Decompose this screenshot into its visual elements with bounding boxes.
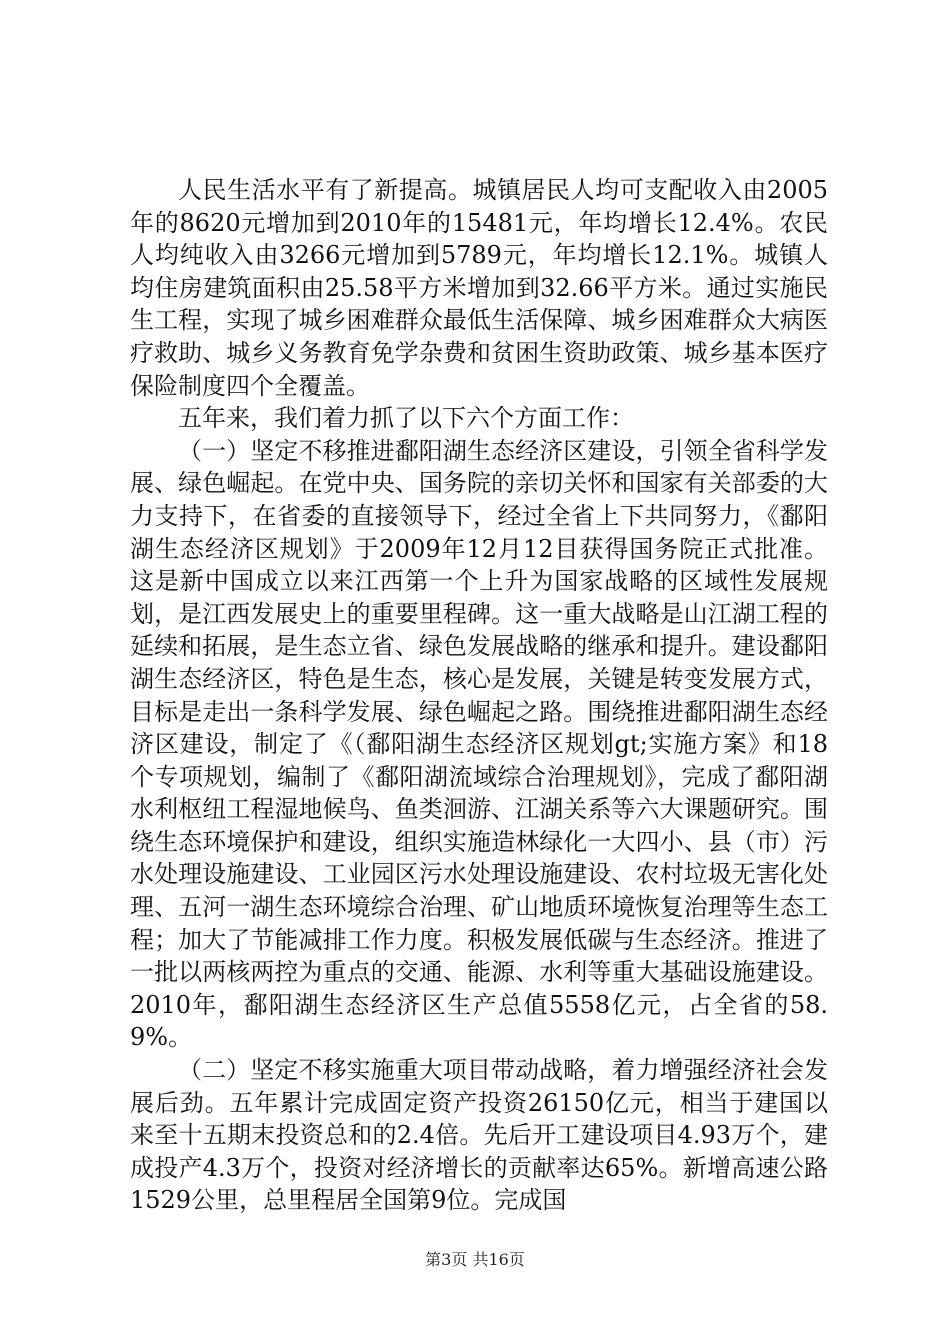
paragraph-section-two: （二）坚定不移实施重大项目带动战略，着力增强经济社会发展后劲。五年累计完成固定资产投资26150亿元，相当于建国以来至十五期末投资总和的2.4倍。先后开工建设项目4.93万个，建成投产4.3万个，投资对经济增长的贡献率达65%。新增高速公路1529公里，总里程居全国第9位。完成国 <box>130 1056 828 1215</box>
paragraph-five-years-intro: 五年来，我们着力抓了以下六个方面工作： <box>178 404 634 433</box>
paragraph-living-standards: 人民生活水平有了新提高。城镇居民人均可支配收入由2005年的8620元增加到2010年的15481元，年均增长12.4%。农民人均纯收入由3266元增加到5789元，年均增长12.1%。城镇人均住房建筑面积由25.58平方米增加到32.66平方米。通过实施民生工程，实现了城乡困难群众最低生活保障、城乡困难群众大病医疗救助、城乡义务教育免学杂费和贫困生资助政策、城乡基本医疗保险制度四个全覆盖。 <box>130 176 828 400</box>
page-footer: 第3页 共16页 <box>425 1250 525 1269</box>
paragraph-section-one: （一）坚定不移推进鄱阳湖生态经济区建设，引领全省科学发展、绿色崛起。在党中央、国务院的亲切关怀和国家有关部委的大力支持下，在省委的直接领导下，经过全省上下共同努力，《鄱阳湖生态经济区规划》于2009年12月12目获得国务院正式批准。这是新中国成立以来江西第一个上升为国家战略的区域性发展规划，是江西发展史上的重要里程碑。这一重大战略是山江湖工程的延续和拓展，是生态立省、绿色发展战略的继承和提升。建设鄱阳湖生态经济区，特色是生态，核心是发展，关键是转变发展方式，目标是走出一条科学发展、绿色崛起之路。围绕推进鄱阳湖生态经济区建设，制定了《（鄱阳湖生态经济区规划gt;实施方案》和18个专项规划，编制了《鄱阳湖流域综合治理规划》，完成了鄱阳湖水利枢纽工程湿地候鸟、鱼类洄游、江湖关系等六大课题研究。围绕生态环境保护和建设，组织实施造林绿化一大四小、县（市）污水处理设施建设、工业园区污水处理设施建设、农村垃圾无害化处理、五河一湖生态环境综合治理、矿山地质环境恢复治理等生态工程；加大了节能减排工作力度。积极发展低碳与生态经济。推进了一批以两核两控为重点的交通、能源、水利等重大基础设施建设。2010年，鄱阳湖生态经济区生产总值5558亿元，占全省的58.9%。 <box>130 436 828 1052</box>
document-body <box>130 174 828 1217</box>
